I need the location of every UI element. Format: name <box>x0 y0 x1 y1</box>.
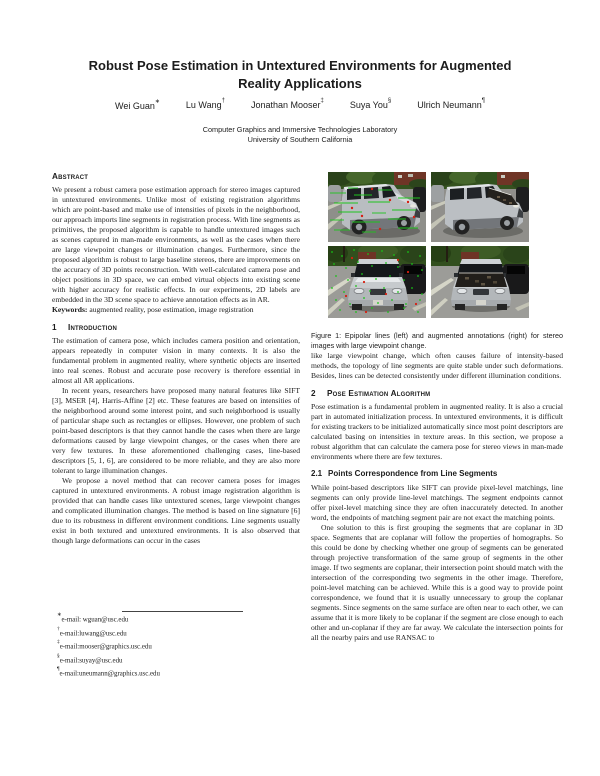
author-footnote-mark: § <box>387 98 392 104</box>
footnote-email: §e-mail:suyay@usc.edu <box>57 652 123 665</box>
footnote-block <box>52 611 300 680</box>
author-list <box>0 100 600 111</box>
author: Suya You§ <box>349 98 392 110</box>
right-column <box>311 170 563 643</box>
intro-paragraph-1: The estimation of camera pose, which includes camera position and orientation, appears repeatedly in computer vision in many contexts. It is also the fundamental problem in augmented reality, where synthetic objects are inserted into real scenes. Robust and accurate pose recovery is therefore essential in almost all AR applications. <box>52 336 300 385</box>
section-heading-pose-estimation: 2 Pose Estimation Algorithm <box>311 389 431 398</box>
footnote-email: ∗e-mail: wguan@usc.edu <box>57 612 129 624</box>
affiliation-line: University of Southern California <box>247 134 353 144</box>
figure1-photo-augmented-side-view <box>431 172 529 242</box>
footnote-email: ¶e-mail:uneumann@graphics.usc.edu <box>57 666 160 678</box>
intro-paragraph-3: We propose a novel method that can recover camera poses for images captured in untextured environments. A robust image registration algorithm is provided that can handle cases like untextured scenes, large viewpoint changes and complicated illumination changes. The method is based on line signature [6] due to its robustness in different environment conditions. Line segments usually exist in both textured and untextured environments. It is also observed that though large deformations can occur in the cases <box>52 476 300 545</box>
author-footnote-mark: ∗ <box>154 99 160 105</box>
augmented-open-hood-overlay <box>455 273 507 287</box>
figure1-photo-epipolar-side-view <box>328 172 426 242</box>
points-paragraph-2: One solution to this is first grouping the segments that are coplanar in 3D space. Segments that are coplanar will follow the properties of homographs. So this could be done by checking whether one group of segments can be generated through projective transformation of the same group of segments in the other image. If two segments are coplanar, their intersection point should match with the intersection of the corresponding two segments in the other image. Therefore, point-level matching can be achieved. While this is a good way to provide point correspondence, we found that it is usually unnecessary to group the coplanar segments. Since segments on the same surface are often near to each other, we can assume that it is more likely to be coplanar if the segment are close enough to each other and un-coplanar if they are far away. We calculate the intersection points for all the nearby pairs and use RANSAC to <box>311 523 563 642</box>
author-footnote-mark: † <box>221 98 225 104</box>
figure1-photo-augmented-front-view <box>431 246 529 318</box>
author-footnote-mark: ‡ <box>320 98 324 104</box>
author: Jonathan Mooser‡ <box>250 98 324 110</box>
affiliation <box>0 125 600 145</box>
intro-continuation-paragraph: like large viewpoint change, which often causes failure of intensity-based methods, the topology of line segments are quite stable under such deformations. Besides, lines can be detected consistently under different illumination conditions. <box>311 351 563 380</box>
footnote-email: †e-mail:luwang@usc.edu <box>57 625 127 637</box>
keywords-line: Keywords: augmented reality, pose estimation, image registration <box>52 305 254 314</box>
paper-title: Robust Pose Estimation in Untextured Environments for Augmented Reality Applications <box>88 58 512 91</box>
author-footnote-mark: ¶ <box>481 98 485 104</box>
abstract-text: We present a robust camera pose estimation approach for stereo images captured in untextured environments. Unlike most of existing registration algorithms which are point-based and make use of intensities of pixels in the neighborhood, our approach imports line segments in registration process. With line segments as primitives, the proposed algorithm is capable to handle untextured images such as scenes captured in man-made environments, as well as the cases when there are large viewpoint changes or illumination changes. Furthermore, since the proposed algorithm is robust to large baseline stereos, there are improvements on the accuracy of 3D points reconstruction. With well-calculated camera pose and object positions in 3D space, we can embed virtual objects into existing scene with higher accuracy for realistic effects. In our experiments, 2D labels are embedded in the 3D scene space to achieve annotation effects as in AR. <box>52 185 300 304</box>
author: Wei Guan∗ <box>115 99 160 111</box>
figure1-caption: Figure 1: Epipolar lines (left) and augmented annotations (right) for stereo images with large viewpoint change. <box>311 331 563 350</box>
left-column <box>52 170 300 546</box>
affiliation-line: Computer Graphics and Immersive Technologies Laboratory <box>202 125 398 134</box>
figure1-photo-epipolar-front-view <box>328 246 426 318</box>
abstract-heading: Abstract <box>52 172 89 181</box>
section-heading-introduction: 1 Introduction <box>52 323 118 332</box>
points-paragraph-1: While point-based descriptors like SIFT can provide pixel-level matchings, line segments can only provide line-level matchings. The segment endpoints cannot offer pixel-level matching since they are often inaccurately detected. In another word, the endpoints of matching segment pair are not exact the matching points. <box>311 483 563 522</box>
author: Ulrich Neumann¶ <box>417 98 485 110</box>
pose-paragraph-1: Pose estimation is a fundamental problem in augmented reality. It is also a crucial part in automated initialization process. In untextured environments, it is difficult for existing trackers to be initialized automatically since most point descriptors are calculated basing on intensities in texture areas. In this section, we propose a robust algorithm that can calculate the camera pose for stereo views in man-made environments where there are few textures. <box>311 402 563 461</box>
figure1 <box>328 172 529 318</box>
subsection-heading-points-correspondence: 2.1 Points Correspondence from Line Segments <box>311 469 498 478</box>
author: Lu Wang† <box>185 98 225 110</box>
keywords-label: Keywords: <box>52 305 88 314</box>
intro-paragraph-2: In recent years, researchers have proposed many natural features like SIFT [3], MSER [4], Harris-Affine [2] etc. These features are based on intensities of the neighborhood around some interest point, and such neighborhood is usually of particular shape such as rectangles or ellipses. However, one problem of such point-based descriptors is that they cannot handle the cases when there are large deformations caused by large viewpoint changes, or the cases when there are very few textures. In these aforementioned challenging cases, line-based descriptors [5, 1, 6], are considered to be more reliable, and they are also more tolerant to large illumination changes. <box>52 386 300 475</box>
footnote-email: ‡e-mail:mooser@graphics.usc.edu <box>57 639 152 651</box>
